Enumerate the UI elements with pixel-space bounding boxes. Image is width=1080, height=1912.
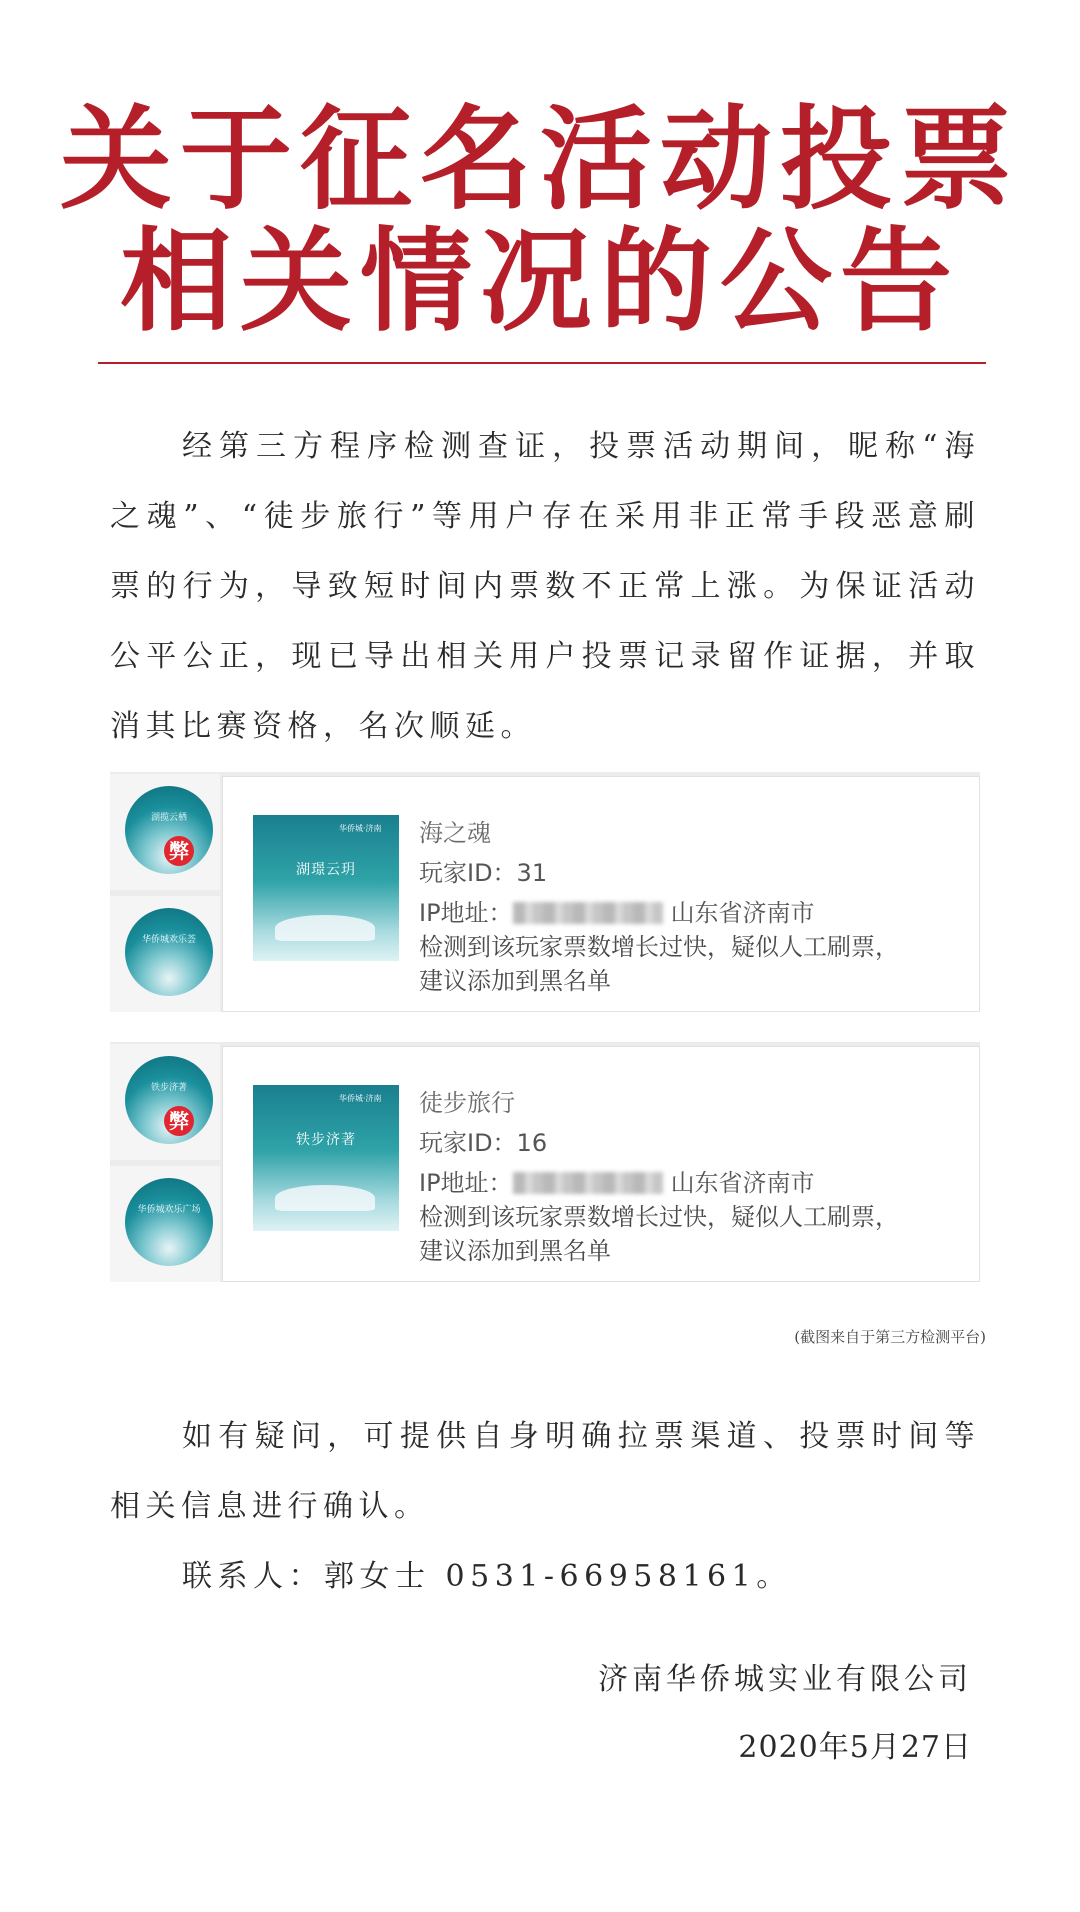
entry-cover-image (253, 815, 399, 961)
thumbnail-label: 铁步济著 (150, 1083, 187, 1093)
player-nickname: 徒步旅行 (419, 1089, 515, 1117)
ip-label: IP地址： (419, 899, 513, 927)
thumbnail-cell (110, 896, 220, 1012)
issuer-company: 济南华侨城实业有限公司 (598, 1662, 972, 1697)
thumbnail-cell (110, 774, 220, 890)
thumbnail-cell (110, 1044, 220, 1160)
warning-text: 建议添加到黑名单 (419, 967, 611, 995)
ip-label: IP地址： (419, 1169, 513, 1197)
announcement-title-line-2: 相关情况的公告 (120, 216, 960, 347)
redacted-ip (513, 1172, 663, 1194)
body-paragraph-1: 经第三方程序检测查证，投票活动期间，昵称“海之魂”、“徒步旅行”等用户存在采用非正常手段恶意刷票的行为，导致短时间内票数不正常上涨。为保证活动公平公正，现已导出相关用户投票记录留作证据，并取消其比赛资格，名次顺延。 (110, 429, 980, 744)
warning-text: 检测到该玩家票数增长过快，疑似人工刷票， (419, 933, 899, 961)
entry-cover-image (253, 1085, 399, 1231)
cover-brand: 华侨城·济南 (339, 824, 382, 833)
ip-location: 山东省济南市 (670, 1169, 815, 1197)
warning-text: 检测到该玩家票数增长过快，疑似人工刷票， (419, 1203, 899, 1231)
cheat-badge: 弊 (164, 836, 194, 866)
thumbnail-cell (110, 1166, 220, 1282)
entry-thumbnail (125, 1178, 213, 1266)
player-ip (419, 893, 815, 928)
issue-date: 2020年5月27日 (738, 1730, 972, 1765)
cover-building-graphic (275, 915, 375, 941)
cover-brand: 华侨城·济南 (339, 1094, 382, 1103)
redacted-ip (513, 902, 663, 924)
announcement-title-line-1: 关于征名活动投票 (60, 94, 1020, 225)
evidence-screenshot-1 (110, 772, 980, 1012)
thumbnail-column (110, 1042, 220, 1282)
detection-result-panel (222, 1046, 980, 1282)
cheat-badge: 弊 (164, 1106, 194, 1136)
cover-building-graphic (275, 1185, 375, 1211)
screenshot-caption: (截图来自于第三方检测平台) (794, 1328, 986, 1346)
player-id: 玩家ID：16 (419, 1129, 548, 1157)
cover-title: 湖璟云玥 (296, 862, 356, 878)
thumbnail-column (110, 772, 220, 1012)
evidence-screenshot-2 (110, 1042, 980, 1282)
player-nickname: 海之魂 (419, 819, 491, 847)
warning-text: 建议添加到黑名单 (419, 1237, 611, 1265)
thumbnail-label: 华侨城欢乐荟 (141, 935, 196, 945)
entry-thumbnail (125, 908, 213, 996)
contact-line: 联系人：郭女士 0531-66958161。 (182, 1559, 792, 1594)
player-ip (419, 1163, 815, 1198)
thumbnail-label: 华侨城欢乐广场 (137, 1205, 201, 1215)
player-id: 玩家ID：31 (419, 859, 548, 887)
cover-title: 轶步济著 (296, 1132, 356, 1148)
detection-result-panel (222, 776, 980, 1012)
body-paragraph-2: 如有疑问，可提供自身明确拉票渠道、投票时间等相关信息进行确认。 (110, 1419, 980, 1524)
ip-location: 山东省济南市 (670, 899, 815, 927)
title-divider (98, 362, 986, 364)
thumbnail-label: 湖揽云栖 (150, 813, 187, 823)
